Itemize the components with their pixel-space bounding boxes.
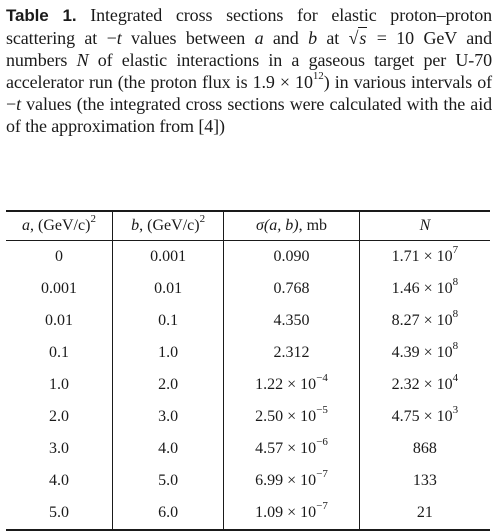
cell-n: 133 [359, 465, 490, 497]
caption-text: ) in various intervals of − [6, 72, 493, 114]
table-row [6, 401, 490, 433]
caption-var-t: t [16, 94, 21, 114]
caption-var-b: b [308, 28, 317, 48]
table-body [6, 241, 490, 531]
cell-sigma: 4.350 [224, 305, 360, 337]
cell-a: 2.0 [48, 408, 69, 425]
cell-n: 868 [359, 433, 490, 465]
cell-b: 2.0 [112, 369, 223, 401]
cell-a: 0.001 [40, 280, 77, 297]
flux-exponent: 12 [312, 70, 324, 82]
caption-text: of elastic interactions in a gaseous target per U-70 accelerator run (the proton flux is 1.9 × 10 [6, 50, 492, 92]
caption-text: values (the integrated cross sections were calculated with the aid of the approximation from [4]) [6, 94, 492, 136]
caption-text: and [263, 28, 309, 48]
table-row [6, 465, 490, 497]
cell-a: 0.1 [48, 344, 69, 361]
table-row [6, 433, 490, 465]
caption-var-a: a [254, 28, 264, 48]
table-row [6, 369, 490, 401]
caption-text: at [316, 28, 349, 48]
cell-a: 1.0 [48, 376, 69, 393]
cell-n: $1.71 \times 10^7$ [359, 241, 490, 274]
cell-b: 4.0 [112, 433, 223, 465]
cell-n: $2.32 \times 10^4$ [359, 369, 490, 401]
cell-n: $4.75 \times 10^3$ [359, 401, 490, 433]
caption-var-n: N [76, 50, 89, 70]
cell-a: 0.01 [44, 312, 73, 329]
cell-b: 5.0 [112, 465, 223, 497]
table-header-row [6, 211, 490, 241]
cell-a: 0 [54, 248, 63, 265]
cell-sigma: $2.50 \times 10^{-5}$ [224, 401, 360, 433]
caption-text: = 10 GeV and numbers [6, 28, 492, 70]
cell-n: 21 [359, 497, 490, 530]
cell-b: 0.1 [112, 305, 223, 337]
cell-sigma: $1.22 \times 10^{-4}$ [224, 369, 360, 401]
cell-b: 0.001 [112, 241, 223, 274]
cell-sigma: 2.312 [224, 337, 360, 369]
cell-n: $8.27 \times 10^8$ [359, 305, 490, 337]
table-row [6, 305, 490, 337]
cell-a: 5.0 [6, 497, 112, 530]
table-row [6, 337, 490, 369]
table-row [6, 497, 490, 530]
cell-n: $1.46 \times 10^8$ [359, 273, 490, 305]
cell-sigma: 0.768 [224, 273, 360, 305]
header-n: N [359, 211, 490, 241]
cell-sigma: 0.090 [224, 241, 360, 274]
cell-b: 6.0 [112, 497, 223, 530]
sqrt-argument: s [359, 28, 367, 48]
table-row [6, 273, 490, 305]
caption-text: values between [121, 28, 255, 48]
cell-b: 1.0 [112, 337, 223, 369]
cell-sigma: $6.99 \times 10^{-7}$ [224, 465, 360, 497]
cell-a: 4.0 [48, 472, 69, 489]
caption-text: Integrated cross sections for elastic proton–proton scattering at − [6, 5, 492, 48]
cell-b: 3.0 [112, 401, 223, 433]
cell-n: $4.39 \times 10^8$ [359, 337, 490, 369]
table-caption [6, 4, 492, 137]
header-b: b, $(GeV/c)^2$ [112, 211, 223, 241]
caption-var-t: t [116, 28, 122, 48]
cell-a: 3.0 [48, 440, 69, 457]
cell-sigma: $4.57 \times 10^{-6}$ [224, 433, 360, 465]
cell-sigma: $1.09 \times 10^{-7}$ [224, 497, 360, 530]
cell-b: 0.01 [112, 273, 223, 305]
header-sigma: σ(a, b), mb [224, 211, 360, 241]
header-a: a, $(GeV/c)^2$ [6, 211, 112, 241]
caption-label: Table 1. [6, 6, 77, 25]
cross-section-table [6, 210, 490, 531]
sqrt-symbol: √s [348, 28, 367, 48]
table-row [6, 241, 490, 274]
